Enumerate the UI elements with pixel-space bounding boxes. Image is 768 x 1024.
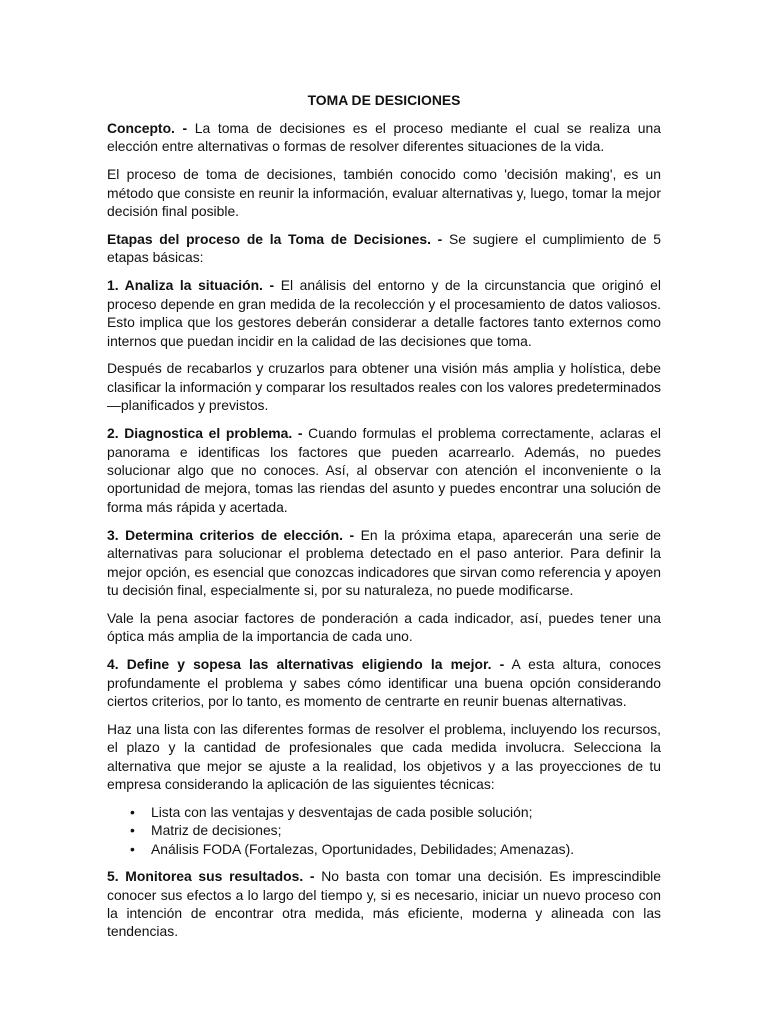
etapas-paragraph [107, 230, 661, 267]
list-item [130, 821, 661, 839]
step1-extra-paragraph: Después de recabarlos y cruzarlos para obtener una visión más amplia y holística, debe clasificar la información y comparar los resultados reales con los valores predeterminados —planificados y previstos. [107, 360, 661, 414]
step4-paragraph [107, 655, 661, 710]
step5-text: No basta con tomar una decisión. Es imprescindible conocer sus efectos a lo largo del tiempo y, si es necesario, iniciar un nuevo proceso con la intención de encontrar otra medida, más eficiente, moderna y alineada con las tendencias. [107, 868, 661, 940]
step5-paragraph [107, 867, 661, 941]
bullet-icon: • [130, 804, 135, 820]
step4-text: A esta altura, conoces profundamente el problema y sabes cómo identificar una buena opción considerando ciertos criterios, por lo tanto, es momento de centrarte en reunir buenas alternativas. [107, 656, 661, 709]
step1-text: El análisis del entorno y de la circunstancia que originó el proceso depende en gran medida de la recolección y el procesamiento de datos valiosos. Esto implica que los gestores deberán considerar a detalle factores tanto externos como internos que puedan incidir en la calidad de las decisiones que toma. [107, 277, 661, 349]
list-item-text: Matriz de decisiones; [151, 822, 282, 839]
bullet-icon: • [130, 840, 135, 857]
document-title: TOMA DE DESICIONES [307, 92, 461, 108]
concepto-text: La toma de decisiones es el proceso mediante el cual se realiza una elección entre alternativas o formas de resolver diferentes situaciones de la vida. [107, 120, 661, 155]
step3-paragraph [107, 526, 661, 600]
step4-lead: 4. Define y sopesa las alternativas eligiendo la mejor. - [107, 656, 505, 673]
list-item [130, 840, 661, 858]
step3-text: En la próxima etapa, aparecerán una serie de alternativas para solucionar el problema detectado en el paso anterior. Para definir la mejor opción, es esencial que conozcas indicadores que sirvan como referencia y apoyen tu decisión final, especialmente si, por su naturaleza, no puede modificarse. [107, 526, 661, 598]
step1-paragraph [107, 276, 661, 350]
list-item [130, 803, 661, 821]
step2-text: Cuando formulas el problema correctamente, aclaras el panorama e identificas los factores que pueden acarrearlo. Además, no puedes solucionar algo que no conoces. Así, al observar con atención el inconveniente o la oportunidad de mejora, tomas las riendas del asunto y puedes encontrar una solución de forma más rápida y acertada. [107, 425, 661, 515]
step5-lead: 5. Monitorea sus resultados. - [107, 868, 315, 885]
step3-extra-paragraph: Vale la pena asociar factores de ponderación a cada indicador, así, puedes tener una óptica más amplia de la importancia de cada uno. [107, 609, 661, 645]
intro-paragraph: El proceso de toma de decisiones, también conocido como 'decisión making', es un método que consiste en reunir la información, evaluar alternativas y, luego, tomar la mejor decisión final posible. [107, 166, 661, 220]
bullet-icon: • [130, 822, 135, 839]
etapas-lead: Etapas del proceso de la Toma de Decisiones. - [107, 231, 443, 248]
etapas-text: Se sugiere el cumplimiento de 5 etapas básicas: [107, 231, 661, 266]
list-item-text: Lista con las ventajas y desventajas de cada posible solución; [151, 804, 533, 820]
list-item-text: Análisis FODA (Fortalezas, Oportunidades, Debilidades; Amenazas). [151, 840, 575, 857]
step2-lead: 2. Diagnostica el problema. - [107, 425, 303, 442]
techniques-list [107, 803, 661, 858]
concepto-lead: Concepto. - [107, 120, 188, 136]
step3-lead: 3. Determina criterios de elección. - [107, 526, 355, 543]
step2-paragraph [107, 424, 661, 516]
step4-extra-paragraph: Haz una lista con las diferentes formas de resolver el problema, incluyendo los recursos, el plazo y la cantidad de profesionales que cada medida involucra. Selecciona la alternativa que mejor se ajuste a la realidad, los objetivos y a las proyecciones de tu empresa considerando la aplicación de las siguientes técnicas: [107, 720, 661, 793]
step1-lead: 1. Analiza la situación. - [107, 277, 275, 294]
concepto-paragraph [107, 119, 661, 156]
